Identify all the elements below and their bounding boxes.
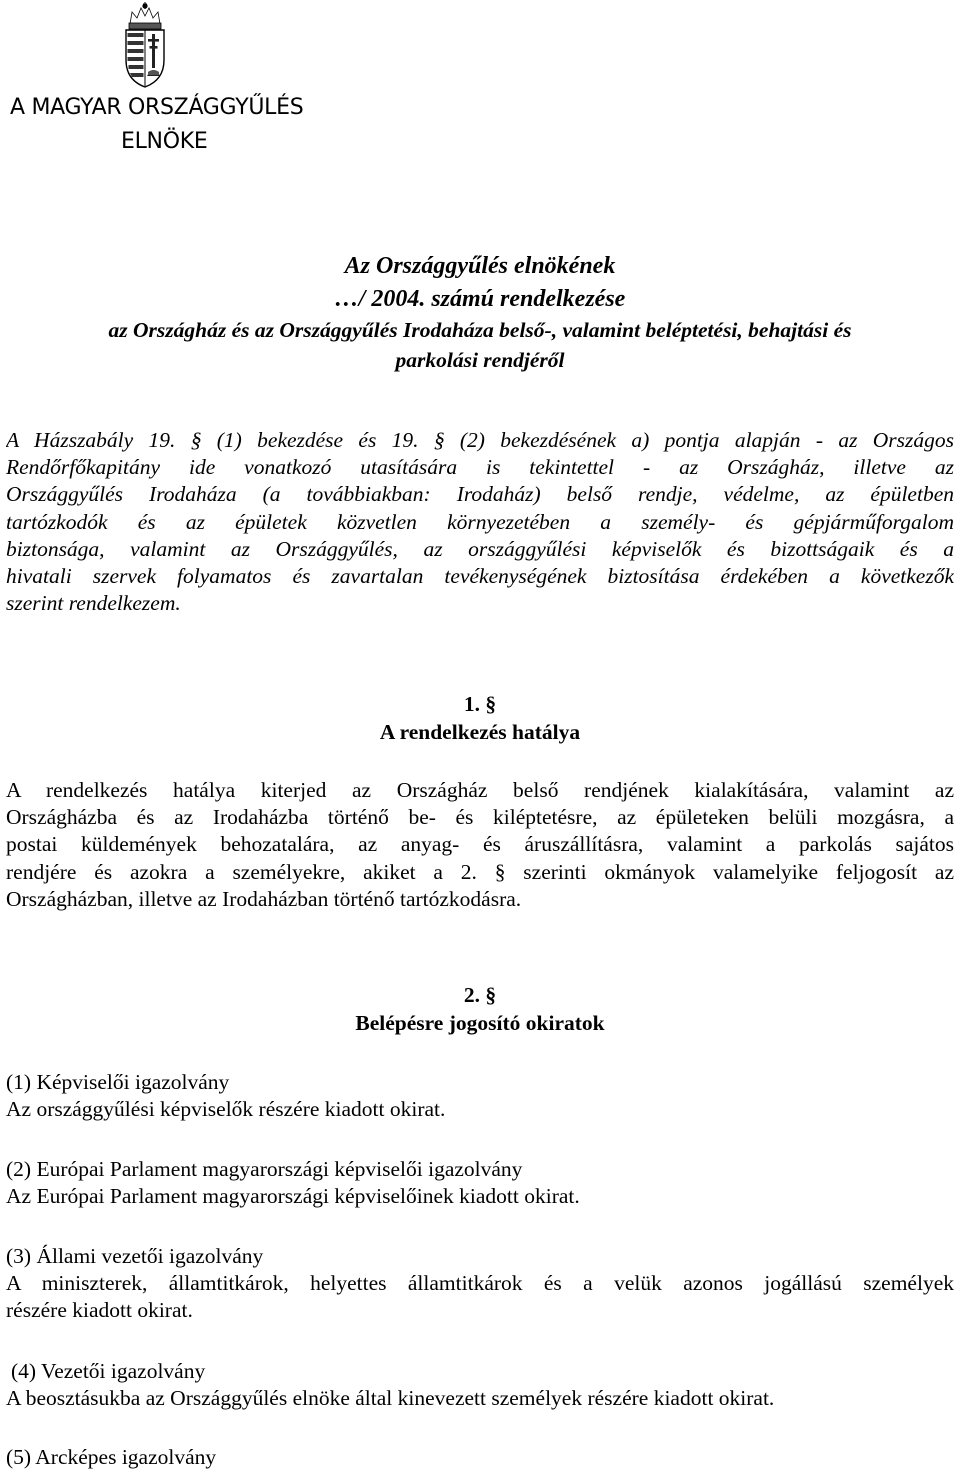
intro-line: biztonsága, valamint az Országgyűlés, az országgyűlési képviselők és bizottságaik és a bbox=[6, 536, 954, 561]
section2-item-5 bbox=[6, 1444, 954, 1471]
hungarian-coat-of-arms-icon bbox=[120, 2, 170, 88]
intro-line: Országgyűlés Irodaháza (a továbbiakban: Irodaház) belső rendje, védelme, az épületben bbox=[6, 482, 954, 507]
doc-title-line4: parkolási rendjéről bbox=[395, 348, 565, 372]
intro-line: Rendőrfőkapitány ide vonatkozó utasítására is tekintettel - az Országház, illetve az bbox=[6, 455, 954, 480]
item-text: részére kiadott okirat. bbox=[6, 1298, 193, 1323]
section2-item-3 bbox=[6, 1243, 954, 1325]
section2-item-1 bbox=[6, 1069, 954, 1123]
item-heading: (2) Európai Parlament magyarországi képviselői igazolvány bbox=[6, 1157, 523, 1181]
section2-title: Belépésre jogosító okiratok bbox=[355, 1011, 605, 1035]
item-heading: (3) Állami vezetői igazolvány bbox=[6, 1244, 264, 1268]
item-text: Az országgyűlési képviselők részére kiadott okirat. bbox=[6, 1097, 446, 1122]
item-heading: (1) Képviselői igazolvány bbox=[6, 1070, 230, 1094]
doc-title-line3: az Országház és az Országgyűlés Irodaháza belső-, valamint beléptetési, behajtási és bbox=[108, 318, 852, 342]
item-text: A miniszterek, államtitkárok, helyettes államtitkárok és a velük azonos jogállású személyek bbox=[6, 1271, 954, 1296]
section1-title: A rendelkezés hatálya bbox=[379, 720, 581, 744]
section2-number: 2. § bbox=[463, 983, 497, 1007]
doc-title-line1: Az Országgyűlés elnökének bbox=[344, 253, 616, 279]
item-heading: (4) Vezetői igazolvány bbox=[11, 1359, 206, 1383]
item-text: Az Európai Parlament magyarországi képviselőinek kiadott okirat. bbox=[6, 1184, 580, 1209]
item-text: A beosztásukba az Országgyűlés elnöke által kinevezett személyek részére kiadott okirat. bbox=[6, 1386, 775, 1411]
org-name-line2: ELNÖKE bbox=[121, 129, 208, 154]
section1-line: Országházban, illetve az Irodaházban történő tartózkodásra. bbox=[6, 886, 522, 911]
section2-item-2 bbox=[6, 1156, 954, 1210]
section1-line: Országházba és az Irodaházba történő be- és kiléptetésre, az épületeken belüli mozgásra, a bbox=[6, 805, 954, 830]
intro-line: A Házszabály 19. § (1) bekezdése és 19. § (2) bekezdésének a) pontja alapján - az Országos bbox=[6, 428, 954, 452]
item-heading: (5) Arcképes igazolvány bbox=[6, 1445, 217, 1469]
section1-line: A rendelkezés hatálya kiterjed az Országház belső rendjének kialakítására, valamint az bbox=[6, 778, 954, 802]
doc-title-line2: …/ 2004. számú rendelkezése bbox=[334, 286, 626, 312]
section2-item-4 bbox=[6, 1358, 959, 1412]
intro-line: szerint rendelkezem. bbox=[6, 591, 181, 616]
section1-paragraph bbox=[6, 777, 954, 913]
org-name-line1: A MAGYAR ORSZÁGGYŰLÉS bbox=[10, 95, 304, 120]
section1-number: 1. § bbox=[463, 692, 497, 716]
intro-line: tartózkodók és az épületek közvetlen környezetében a személy- és gépjárműforgalom bbox=[6, 509, 954, 534]
intro-paragraph bbox=[6, 427, 954, 617]
section1-line: postai küldemények behozatalára, az anyag- és áruszállításra, valamint a parkolás sajátos bbox=[6, 832, 954, 857]
section1-line: rendjére és azokra a személyekre, akiket a 2. § szerinti okmányok valamelyike feljogosít az bbox=[6, 859, 954, 884]
intro-line: hivatali szervek folyamatos és zavartalan tevékenységének biztosítása érdekében a következők bbox=[6, 564, 954, 589]
